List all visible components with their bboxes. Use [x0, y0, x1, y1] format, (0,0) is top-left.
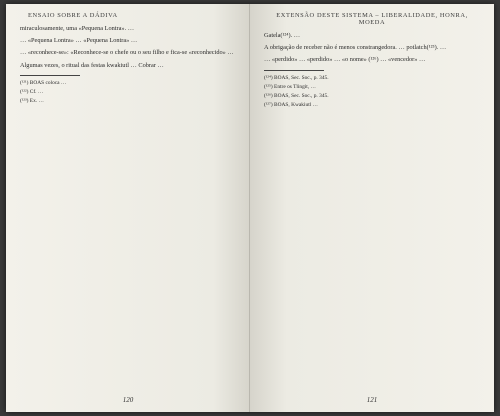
right-paragraph-2: A obrigação de receber não é menos constrangedora. … potlatch(¹²⁵). …	[264, 44, 447, 52]
right-footnote-4: (¹²⁷) BOAS, Kwakiutl …	[264, 101, 318, 108]
right-footnote-rule	[264, 70, 324, 71]
left-footnote-3: (¹²³) Ex. …	[20, 97, 44, 104]
right-footnote-3: (¹²⁶) BOAS, Sec. Soc., p. 345.	[264, 92, 329, 99]
book-spread	[6, 4, 494, 412]
right-page	[250, 4, 494, 412]
left-page-number: 120	[122, 396, 134, 404]
left-paragraph-3: … «reconhece-se»: «Reconhece-se o chefe ou o seu filho e fica-se «reconhecido» …	[20, 49, 234, 57]
left-paragraph-2: … «Pequena Lontra» … «Pequena Lontra» …	[20, 37, 138, 45]
left-paragraph-4: Algumas vezes, o ritual das festas kwakiutl … Cobrar …	[20, 61, 164, 69]
left-footnote-rule	[20, 75, 80, 76]
right-paragraph-1: Gatela(¹²⁴). …	[264, 32, 301, 39]
left-running-head: ENSAIO SOBRE A DÁDIVA	[28, 12, 118, 19]
right-page-number: 121	[366, 396, 378, 404]
left-paragraph-1: miraculosamente, uma «Pequena Lontra». …	[20, 25, 135, 32]
right-paragraph-3: … «perdido» … «perdido» … «o nome» (¹²⁶) … «vencedor» …	[264, 56, 426, 64]
right-running-head: EXTENSÃO DESTE SISTEMA – LIBERALIDADE, HONRA, MOEDA	[276, 12, 468, 26]
left-footnote-2: (¹²²) Cf. …	[20, 88, 44, 95]
left-page	[6, 4, 250, 412]
right-footnote-2: (¹²⁵) Entre os Tlingit, …	[264, 83, 316, 90]
right-footnote-1: (¹²⁴) BOAS, Sec. Soc., p. 345.	[264, 74, 329, 81]
left-footnote-1: (¹²¹) BOAS coloca …	[20, 79, 67, 86]
